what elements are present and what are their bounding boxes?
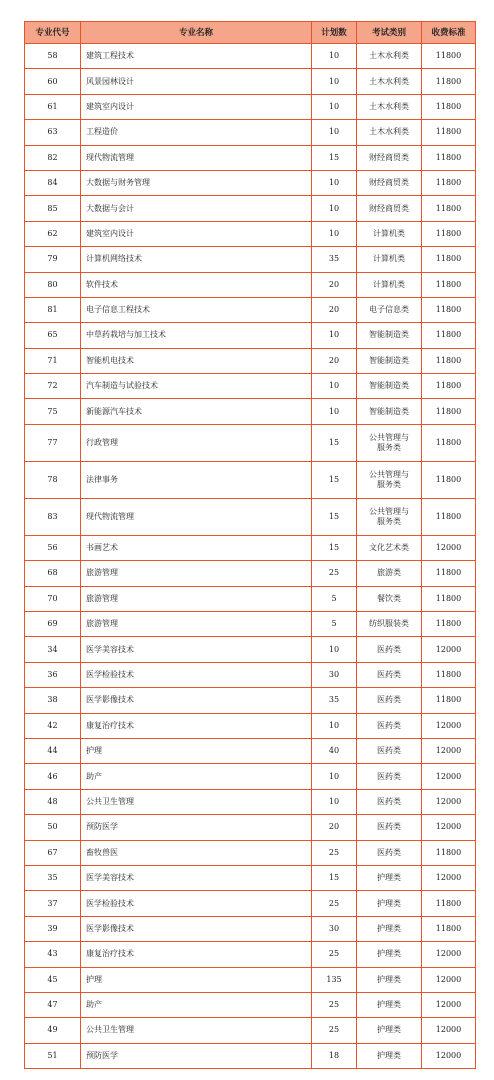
cell-major-code: 77: [25, 424, 81, 461]
cell-plan-count: 15: [312, 461, 357, 498]
cell-fee-standard: 11800: [422, 348, 476, 373]
cell-exam-category: 电子信息类: [357, 297, 422, 322]
cell-fee-standard: 12000: [422, 1043, 476, 1068]
table-row: [25, 221, 476, 246]
cell-major-code: 46: [25, 764, 81, 789]
cell-fee-standard: 11800: [422, 498, 476, 535]
cell-plan-count: 10: [312, 94, 357, 119]
cell-major-name: 旅游管理: [81, 561, 312, 586]
cell-major-code: 80: [25, 272, 81, 297]
table-row: [25, 688, 476, 713]
table-row: [25, 399, 476, 424]
cell-plan-count: 15: [312, 535, 357, 560]
header-fee-standard: 收费标准: [422, 22, 476, 44]
cell-exam-category: 计算机类: [357, 221, 422, 246]
cell-plan-count: 10: [312, 764, 357, 789]
table-row: [25, 297, 476, 322]
cell-exam-category: 财经商贸类: [357, 170, 422, 195]
table-row: [25, 713, 476, 738]
cell-major-code: 45: [25, 967, 81, 992]
cell-exam-category: 财经商贸类: [357, 145, 422, 170]
cell-fee-standard: 11800: [422, 424, 476, 461]
cell-plan-count: 5: [312, 586, 357, 611]
cell-major-code: 44: [25, 738, 81, 763]
cell-major-code: 49: [25, 1018, 81, 1043]
cell-plan-count: 18: [312, 1043, 357, 1068]
table-row: [25, 662, 476, 687]
cell-plan-count: 15: [312, 498, 357, 535]
cell-exam-category: 医药类: [357, 738, 422, 763]
cell-major-name: 康复治疗技术: [81, 713, 312, 738]
cell-fee-standard: 11800: [422, 44, 476, 69]
cell-major-name: 书画艺术: [81, 535, 312, 560]
cell-fee-standard: 11800: [422, 891, 476, 916]
cell-major-code: 48: [25, 789, 81, 814]
table-row: [25, 424, 476, 461]
table-row: [25, 891, 476, 916]
cell-exam-category: 智能制造类: [357, 323, 422, 348]
cell-major-name: 预防医学: [81, 815, 312, 840]
cell-fee-standard: 12000: [422, 942, 476, 967]
cell-major-name: 护理: [81, 967, 312, 992]
cell-major-code: 39: [25, 916, 81, 941]
cell-major-code: 65: [25, 323, 81, 348]
cell-fee-standard: 11800: [422, 916, 476, 941]
cell-major-code: 35: [25, 865, 81, 890]
cell-major-name: 医学影像技术: [81, 916, 312, 941]
table-row: [25, 196, 476, 221]
cell-major-code: 79: [25, 247, 81, 272]
cell-major-code: 82: [25, 145, 81, 170]
table-row: [25, 840, 476, 865]
table-body: [25, 44, 476, 1069]
cell-plan-count: 10: [312, 170, 357, 195]
cell-exam-category: 医药类: [357, 815, 422, 840]
table-header: [25, 22, 476, 44]
cell-plan-count: 40: [312, 738, 357, 763]
cell-exam-category: 护理类: [357, 1018, 422, 1043]
cell-fee-standard: 12000: [422, 637, 476, 662]
cell-plan-count: 30: [312, 662, 357, 687]
table-row: [25, 637, 476, 662]
cell-plan-count: 135: [312, 967, 357, 992]
cell-fee-standard: 12000: [422, 1018, 476, 1043]
cell-fee-standard: 11800: [422, 145, 476, 170]
table-row: [25, 44, 476, 69]
cell-major-name: 智能机电技术: [81, 348, 312, 373]
header-row: [25, 22, 476, 44]
cell-plan-count: 10: [312, 323, 357, 348]
cell-major-name: 行政管理: [81, 424, 312, 461]
cell-exam-category: 计算机类: [357, 272, 422, 297]
table-row: [25, 1043, 476, 1068]
cell-major-name: 大数据与会计: [81, 196, 312, 221]
cell-major-code: 61: [25, 94, 81, 119]
cell-exam-category: 公共管理与 服务类: [357, 424, 422, 461]
cell-major-code: 81: [25, 297, 81, 322]
cell-plan-count: 10: [312, 713, 357, 738]
cell-major-name: 中草药栽培与加工技术: [81, 323, 312, 348]
cell-plan-count: 25: [312, 942, 357, 967]
cell-exam-category: 财经商贸类: [357, 196, 422, 221]
cell-major-code: 42: [25, 713, 81, 738]
cell-plan-count: 25: [312, 1018, 357, 1043]
cell-major-name: 旅游管理: [81, 612, 312, 637]
cell-major-name: 大数据与财务管理: [81, 170, 312, 195]
table-row: [25, 145, 476, 170]
cell-major-name: 护理: [81, 738, 312, 763]
table-row: [25, 120, 476, 145]
cell-exam-category: 公共管理与 服务类: [357, 461, 422, 498]
table-row: [25, 374, 476, 399]
cell-fee-standard: 11800: [422, 688, 476, 713]
cell-fee-standard: 11800: [422, 323, 476, 348]
cell-exam-category: 土木水利类: [357, 69, 422, 94]
table-row: [25, 865, 476, 890]
table-row: [25, 348, 476, 373]
cell-plan-count: 10: [312, 399, 357, 424]
cell-major-name: 医学检验技术: [81, 662, 312, 687]
table-row: [25, 967, 476, 992]
cell-exam-category: 护理类: [357, 865, 422, 890]
table-row: [25, 561, 476, 586]
cell-major-name: 医学影像技术: [81, 688, 312, 713]
cell-plan-count: 10: [312, 69, 357, 94]
cell-exam-category: 纺织服装类: [357, 612, 422, 637]
cell-major-code: 38: [25, 688, 81, 713]
table-row: [25, 916, 476, 941]
cell-fee-standard: 12000: [422, 764, 476, 789]
cell-fee-standard: 12000: [422, 865, 476, 890]
cell-major-name: 旅游管理: [81, 586, 312, 611]
cell-major-name: 建筑室内设计: [81, 94, 312, 119]
cell-major-name: 电子信息工程技术: [81, 297, 312, 322]
cell-exam-category: 医药类: [357, 764, 422, 789]
cell-major-code: 67: [25, 840, 81, 865]
cell-major-code: 51: [25, 1043, 81, 1068]
cell-exam-category: 公共管理与 服务类: [357, 498, 422, 535]
cell-plan-count: 10: [312, 221, 357, 246]
cell-plan-count: 20: [312, 815, 357, 840]
cell-major-code: 62: [25, 221, 81, 246]
cell-plan-count: 35: [312, 247, 357, 272]
cell-major-code: 70: [25, 586, 81, 611]
table-row: [25, 992, 476, 1017]
cell-plan-count: 20: [312, 297, 357, 322]
cell-exam-category: 医药类: [357, 713, 422, 738]
cell-fee-standard: 12000: [422, 535, 476, 560]
enrollment-table: [24, 21, 476, 1069]
cell-major-name: 畜牧兽医: [81, 840, 312, 865]
table-row: [25, 764, 476, 789]
cell-fee-standard: 12000: [422, 713, 476, 738]
cell-major-code: 34: [25, 637, 81, 662]
cell-major-name: 汽车制造与试验技术: [81, 374, 312, 399]
cell-plan-count: 10: [312, 196, 357, 221]
cell-exam-category: 护理类: [357, 1043, 422, 1068]
cell-fee-standard: 11800: [422, 840, 476, 865]
cell-major-code: 63: [25, 120, 81, 145]
cell-plan-count: 10: [312, 789, 357, 814]
table-row: [25, 535, 476, 560]
cell-plan-count: 10: [312, 637, 357, 662]
cell-major-name: 建筑工程技术: [81, 44, 312, 69]
cell-major-name: 法律事务: [81, 461, 312, 498]
cell-major-name: 建筑室内设计: [81, 221, 312, 246]
cell-fee-standard: 11800: [422, 662, 476, 687]
cell-major-code: 84: [25, 170, 81, 195]
cell-fee-standard: 12000: [422, 789, 476, 814]
cell-major-code: 56: [25, 535, 81, 560]
table-row: [25, 94, 476, 119]
cell-fee-standard: 12000: [422, 992, 476, 1017]
cell-major-name: 医学检验技术: [81, 891, 312, 916]
table-row: [25, 738, 476, 763]
cell-exam-category: 医药类: [357, 637, 422, 662]
cell-major-name: 预防医学: [81, 1043, 312, 1068]
cell-fee-standard: 11800: [422, 374, 476, 399]
cell-fee-standard: 12000: [422, 967, 476, 992]
cell-exam-category: 医药类: [357, 789, 422, 814]
cell-plan-count: 20: [312, 348, 357, 373]
cell-major-code: 47: [25, 992, 81, 1017]
cell-major-name: 康复治疗技术: [81, 942, 312, 967]
cell-major-code: 43: [25, 942, 81, 967]
cell-major-code: 58: [25, 44, 81, 69]
cell-exam-category: 医药类: [357, 840, 422, 865]
cell-plan-count: 25: [312, 561, 357, 586]
cell-exam-category: 土木水利类: [357, 44, 422, 69]
cell-exam-category: 护理类: [357, 942, 422, 967]
cell-fee-standard: 11800: [422, 612, 476, 637]
table-row: [25, 942, 476, 967]
header-plan-count: 计划数: [312, 22, 357, 44]
cell-major-name: 公共卫生管理: [81, 789, 312, 814]
cell-exam-category: 智能制造类: [357, 399, 422, 424]
table-row: [25, 586, 476, 611]
table-row: [25, 461, 476, 498]
cell-exam-category: 医药类: [357, 688, 422, 713]
table-row: [25, 498, 476, 535]
header-major-code: 专业代号: [25, 22, 81, 44]
cell-plan-count: 30: [312, 916, 357, 941]
cell-major-name: 现代物流管理: [81, 145, 312, 170]
cell-major-code: 75: [25, 399, 81, 424]
cell-fee-standard: 11800: [422, 561, 476, 586]
cell-exam-category: 土木水利类: [357, 120, 422, 145]
cell-major-name: 计算机网络技术: [81, 247, 312, 272]
table-row: [25, 1018, 476, 1043]
cell-exam-category: 护理类: [357, 992, 422, 1017]
cell-major-code: 37: [25, 891, 81, 916]
cell-fee-standard: 12000: [422, 815, 476, 840]
cell-fee-standard: 11800: [422, 196, 476, 221]
cell-plan-count: 5: [312, 612, 357, 637]
cell-plan-count: 25: [312, 840, 357, 865]
cell-exam-category: 护理类: [357, 916, 422, 941]
cell-major-code: 36: [25, 662, 81, 687]
cell-major-code: 72: [25, 374, 81, 399]
cell-plan-count: 25: [312, 891, 357, 916]
cell-fee-standard: 12000: [422, 738, 476, 763]
table-row: [25, 247, 476, 272]
cell-exam-category: 餐饮类: [357, 586, 422, 611]
cell-major-name: 助产: [81, 764, 312, 789]
cell-plan-count: 10: [312, 374, 357, 399]
cell-fee-standard: 11800: [422, 586, 476, 611]
cell-fee-standard: 11800: [422, 69, 476, 94]
cell-major-code: 50: [25, 815, 81, 840]
table-row: [25, 170, 476, 195]
cell-major-code: 69: [25, 612, 81, 637]
cell-plan-count: 10: [312, 120, 357, 145]
cell-major-code: 78: [25, 461, 81, 498]
cell-major-name: 工程造价: [81, 120, 312, 145]
header-major-name: 专业名称: [81, 22, 312, 44]
cell-exam-category: 文化艺术类: [357, 535, 422, 560]
table-row: [25, 69, 476, 94]
header-exam-category: 考试类别: [357, 22, 422, 44]
cell-fee-standard: 11800: [422, 94, 476, 119]
cell-major-name: 医学美容技术: [81, 637, 312, 662]
cell-exam-category: 医药类: [357, 662, 422, 687]
cell-fee-standard: 11800: [422, 247, 476, 272]
cell-plan-count: 10: [312, 44, 357, 69]
table-row: [25, 323, 476, 348]
cell-exam-category: 旅游类: [357, 561, 422, 586]
cell-exam-category: 计算机类: [357, 247, 422, 272]
cell-major-name: 风景园林设计: [81, 69, 312, 94]
cell-plan-count: 20: [312, 272, 357, 297]
cell-major-name: 助产: [81, 992, 312, 1017]
cell-fee-standard: 11800: [422, 272, 476, 297]
cell-major-name: 医学美容技术: [81, 865, 312, 890]
cell-major-name: 公共卫生管理: [81, 1018, 312, 1043]
cell-fee-standard: 11800: [422, 170, 476, 195]
cell-fee-standard: 11800: [422, 297, 476, 322]
cell-exam-category: 土木水利类: [357, 94, 422, 119]
cell-major-code: 71: [25, 348, 81, 373]
table-row: [25, 272, 476, 297]
table-row: [25, 815, 476, 840]
cell-major-name: 软件技术: [81, 272, 312, 297]
cell-fee-standard: 11800: [422, 461, 476, 498]
cell-exam-category: 护理类: [357, 967, 422, 992]
cell-major-code: 68: [25, 561, 81, 586]
cell-plan-count: 15: [312, 145, 357, 170]
cell-major-code: 85: [25, 196, 81, 221]
cell-plan-count: 35: [312, 688, 357, 713]
cell-plan-count: 15: [312, 865, 357, 890]
cell-fee-standard: 11800: [422, 221, 476, 246]
cell-exam-category: 智能制造类: [357, 374, 422, 399]
table-row: [25, 612, 476, 637]
cell-fee-standard: 11800: [422, 120, 476, 145]
table-row: [25, 789, 476, 814]
cell-major-code: 60: [25, 69, 81, 94]
cell-fee-standard: 11800: [422, 399, 476, 424]
cell-plan-count: 15: [312, 424, 357, 461]
cell-exam-category: 智能制造类: [357, 348, 422, 373]
cell-plan-count: 25: [312, 992, 357, 1017]
cell-major-name: 现代物流管理: [81, 498, 312, 535]
cell-exam-category: 护理类: [357, 891, 422, 916]
cell-major-name: 新能源汽车技术: [81, 399, 312, 424]
cell-major-code: 83: [25, 498, 81, 535]
